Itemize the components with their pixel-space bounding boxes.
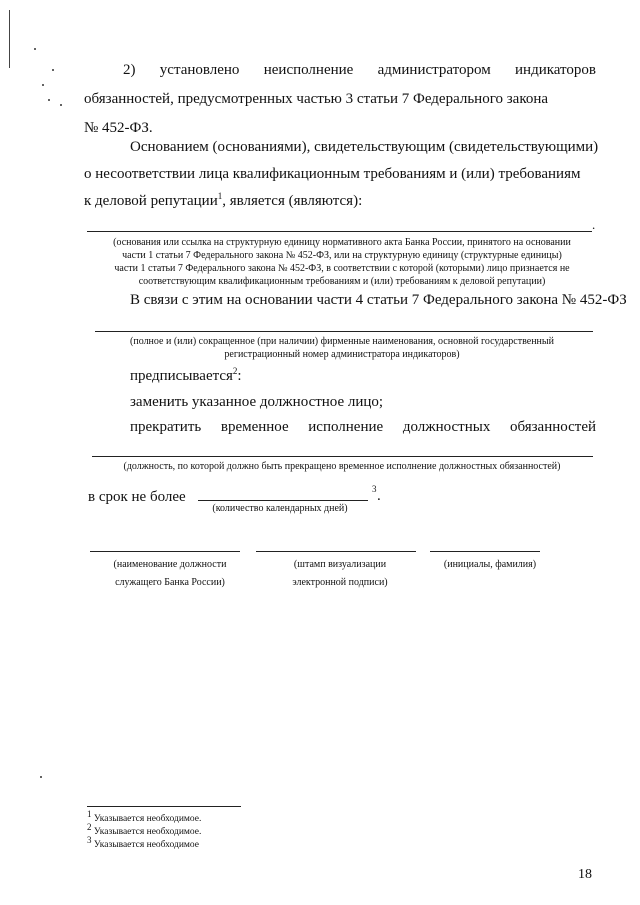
para3: В связи с этим на основании части 4 статьи 7 Федерального закона № 452-ФЗ bbox=[130, 292, 627, 308]
word: обязанностей bbox=[509, 419, 597, 435]
caption-line: регистрационный номер администратора индикаторов) bbox=[224, 349, 460, 360]
replace-line: заменить указанное должностное лицо; bbox=[130, 394, 384, 410]
fill-line bbox=[92, 456, 593, 457]
prescribed-line bbox=[130, 362, 242, 391]
caption-line: части 1 статьи 7 Федерального закона № 452-ФЗ, или на структурную единицу (структурные единицы) bbox=[122, 250, 562, 261]
word: временное bbox=[220, 419, 289, 435]
text: : bbox=[237, 368, 242, 384]
caption-line: (наименование должности bbox=[113, 559, 227, 570]
footnote-mark: 1 bbox=[87, 808, 92, 819]
caption-position: (должность, по которой должно быть прекращено временное исполнение должностных обязанностей) bbox=[123, 461, 561, 472]
text: к деловой репутации bbox=[84, 193, 218, 209]
footnote-text: Указывается необходимое. bbox=[93, 814, 202, 824]
scan-dot bbox=[40, 776, 42, 778]
footnote-2 bbox=[87, 821, 202, 839]
scan-dot bbox=[52, 69, 54, 71]
caption-line: соответствующим квалификационным требованиям и (или) требованиям к деловой репутации) bbox=[138, 276, 546, 287]
text: , является (являются): bbox=[222, 193, 363, 209]
deadline-tail: . bbox=[377, 488, 381, 504]
word: исполнение bbox=[308, 419, 384, 435]
fill-line bbox=[87, 231, 592, 232]
word: прекратить bbox=[130, 419, 202, 435]
scan-dot bbox=[34, 48, 36, 50]
caption-line: (полное и (или) сокращенное (при наличии) фирменные наименования, основной государственный bbox=[130, 336, 554, 347]
footnote-list bbox=[87, 808, 202, 852]
footnote-ref: 2 bbox=[232, 366, 238, 376]
caption-position-title bbox=[95, 556, 245, 592]
deadline-label: в срок не более bbox=[88, 489, 186, 505]
para2-line3 bbox=[84, 187, 362, 216]
scan-dot bbox=[42, 84, 44, 86]
word: неисполнение bbox=[263, 62, 354, 78]
footnote-ref: 1 bbox=[217, 191, 223, 201]
caption-days: (количество календарных дней) bbox=[212, 503, 348, 514]
word: администратором bbox=[377, 62, 491, 78]
caption-line: (основания или ссылка на структурную единицу нормативного акта Банка России, принятого на основании bbox=[113, 237, 571, 248]
margin-line bbox=[9, 10, 10, 68]
fill-line bbox=[95, 331, 593, 332]
trailing-dot: . bbox=[592, 217, 596, 232]
caption-line: электронной подписи) bbox=[292, 577, 388, 588]
text: предписывается bbox=[130, 368, 233, 384]
para1-line3: № 452-ФЗ. bbox=[84, 120, 153, 136]
page-number: 18 bbox=[578, 867, 592, 882]
caption-stamp bbox=[265, 556, 415, 592]
word: установлено bbox=[159, 62, 240, 78]
footnote-text: Указывается необходимое. bbox=[93, 827, 202, 837]
caption-administrator bbox=[84, 335, 600, 361]
footnote-text: Указывается необходимое bbox=[93, 840, 200, 850]
word: индикаторов bbox=[515, 62, 596, 78]
caption-line: (штамп визуализации bbox=[293, 559, 387, 570]
terminate-line bbox=[130, 413, 596, 442]
para2-line1: Основанием (основаниями), свидетельствующим (свидетельствующими) bbox=[130, 139, 599, 155]
list-number: 2) bbox=[123, 62, 136, 78]
footnote-separator bbox=[87, 806, 241, 807]
days-fill-line bbox=[198, 500, 368, 501]
signature-line-position bbox=[90, 551, 240, 552]
footnote-mark: 3 bbox=[87, 834, 92, 845]
caption-basis bbox=[84, 236, 600, 288]
para2-line2: о несоответствии лица квалификационным требованиям и (или) требованиям bbox=[84, 166, 581, 182]
signature-line-name bbox=[430, 551, 540, 552]
para1-line1 bbox=[123, 56, 596, 85]
para1-line2: обязанностей, предусмотренных частью 3 статьи 7 Федерального закона bbox=[84, 91, 549, 107]
footnote-3 bbox=[87, 834, 201, 852]
scan-dot bbox=[48, 99, 50, 101]
deadline-footnote-ref: 3 bbox=[372, 484, 377, 494]
caption-line: служащего Банка России) bbox=[115, 577, 225, 588]
caption-line: части 1 статьи 7 Федерального закона № 452-ФЗ, в соответствии с которой (которыми) лицо признается не bbox=[114, 263, 570, 274]
signature-line-stamp bbox=[256, 551, 416, 552]
footnote-1 bbox=[87, 808, 202, 826]
word: должностных bbox=[402, 419, 491, 435]
footnote-mark: 2 bbox=[87, 821, 92, 832]
caption-name: (инициалы, фамилия) bbox=[443, 559, 537, 570]
scan-dot bbox=[60, 104, 62, 106]
